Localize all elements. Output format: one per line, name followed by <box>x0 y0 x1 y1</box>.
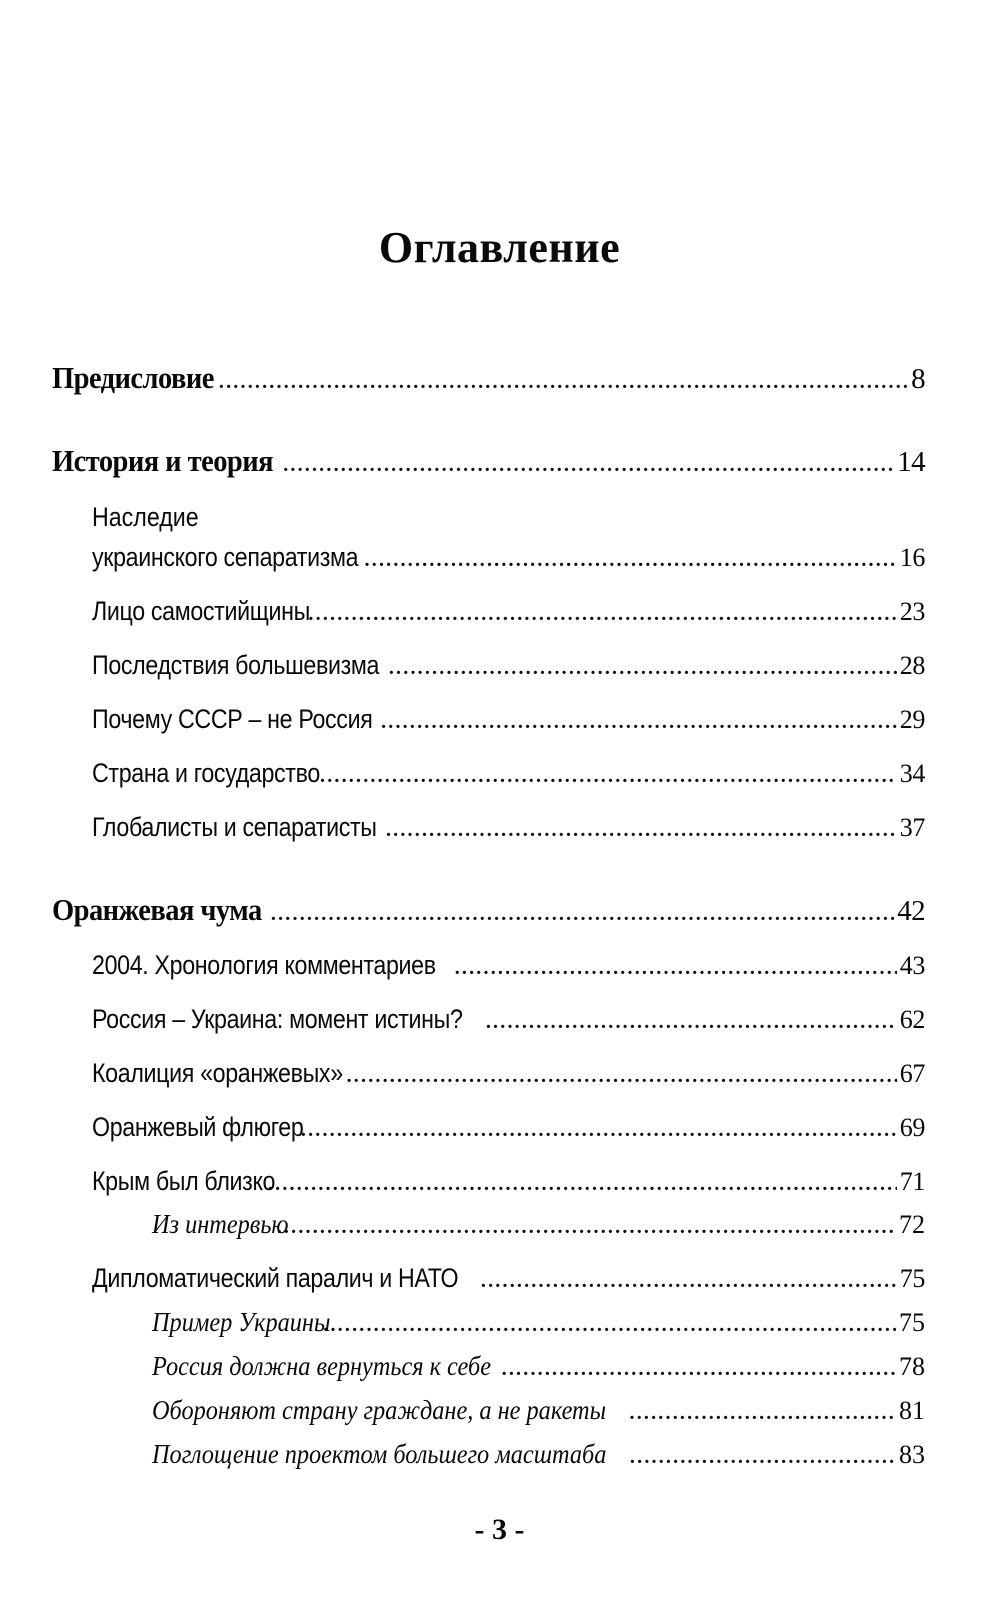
toc-page-number: 75 <box>899 1308 925 1337</box>
toc-page-number: 72 <box>899 1210 925 1239</box>
toc-page-number: 14 <box>897 446 925 478</box>
leader-dots <box>277 1216 896 1239</box>
toc-entry-history[interactable] <box>52 443 925 479</box>
toc-entry-label: Лицо самостийщины <box>92 596 310 626</box>
toc-entry-label: Почему СССР – не Россия <box>92 704 373 734</box>
toc-entry[interactable] <box>92 1263 925 1294</box>
leader-dots <box>486 1011 897 1034</box>
toc-page-number: 16 <box>899 543 925 572</box>
toc-page-number: 81 <box>899 1396 925 1425</box>
toc-subentry[interactable] <box>152 1307 925 1338</box>
toc-entry[interactable] <box>92 950 925 981</box>
toc-page-number: 23 <box>899 597 925 626</box>
toc-entry-label: Пример Украины <box>152 1307 331 1337</box>
toc-page-number: 29 <box>899 705 925 734</box>
toc-page-number: 69 <box>899 1113 925 1142</box>
toc-entry-preface[interactable] <box>52 360 925 396</box>
toc-entry-label: Оранжевая чума <box>52 892 262 927</box>
toc-entry[interactable] <box>92 812 925 843</box>
toc-entry[interactable] <box>92 1112 925 1143</box>
leader-dots <box>268 1173 897 1196</box>
toc-page-number: 42 <box>897 895 925 927</box>
toc-entry-label: Страна и государство <box>92 758 320 788</box>
toc-entry-label: Обороняют страну граждане, а не ракеты <box>152 1395 607 1425</box>
toc-entry-label: Коалиция «оранжевых» <box>92 1058 343 1088</box>
leader-dots <box>630 1446 896 1469</box>
toc-entry-label: Предисловие <box>52 360 214 395</box>
page-number: - 3 - <box>474 1513 525 1546</box>
toc-subentry[interactable] <box>152 1209 925 1240</box>
toc-entry-orange[interactable] <box>52 892 925 928</box>
leader-dots <box>347 1065 897 1088</box>
toc-page-number: 83 <box>899 1440 925 1469</box>
leader-dots <box>386 819 897 842</box>
leader-dots <box>271 903 894 926</box>
toc-page-number: 37 <box>899 813 925 842</box>
toc-entry-label: Россия должна вернуться к себе <box>152 1351 491 1381</box>
leader-dots <box>389 657 897 680</box>
leader-dots <box>381 711 897 734</box>
toc-entry-label-line1: Наследие <box>92 502 199 532</box>
toc-page-number: 28 <box>899 651 925 680</box>
page-title: Оглавление <box>378 223 621 272</box>
toc-entry-label: Россия – Украина: момент истины? <box>92 1004 463 1034</box>
leader-dots <box>365 549 897 572</box>
toc-entry[interactable] <box>92 758 925 789</box>
toc-entry[interactable] <box>92 596 925 627</box>
leader-dots <box>283 454 894 477</box>
leader-dots <box>455 957 897 980</box>
toc-page-number: 62 <box>899 1005 925 1034</box>
toc-entry-label: Последствия большевизма <box>92 650 380 680</box>
toc-entry-label: украинского сепаратизма <box>92 542 359 572</box>
toc-page-number: 34 <box>899 759 925 788</box>
toc-entry-label: Глобалисты и сепаратисты <box>92 812 377 842</box>
toc-entry-label: История и теория <box>52 443 273 478</box>
toc-entry-label: Из интервью <box>152 1209 289 1239</box>
toc-subentry[interactable] <box>152 1439 925 1470</box>
toc-entry[interactable] <box>92 650 925 681</box>
toc-page-number: 78 <box>899 1352 925 1381</box>
toc-entry-label: Поглощение проектом большего масштаба <box>152 1439 607 1469</box>
toc-page-number: 75 <box>899 1264 925 1293</box>
toc-entry-label: Крым был близко <box>92 1166 276 1196</box>
leader-dots <box>301 1119 897 1142</box>
leader-dots <box>308 603 896 626</box>
toc-entry-label: Оранжевый флюгер <box>92 1112 304 1142</box>
leader-dots <box>481 1270 897 1293</box>
toc-entry[interactable] <box>92 1166 925 1197</box>
leader-dots <box>320 765 897 788</box>
toc-subentry[interactable] <box>152 1395 925 1426</box>
leader-dots <box>630 1402 897 1425</box>
leader-dots <box>219 371 908 394</box>
leader-dots <box>502 1358 896 1381</box>
toc-page-number: 71 <box>899 1167 925 1196</box>
leader-dots <box>323 1314 896 1337</box>
toc-page-number: 67 <box>899 1059 925 1088</box>
toc-entry[interactable] <box>92 704 925 735</box>
toc-entry[interactable] <box>92 1004 925 1035</box>
toc-page-number: 8 <box>911 363 925 395</box>
toc-subentry[interactable] <box>152 1351 925 1382</box>
toc-entry-label: 2004. Хронология комментариев <box>92 950 436 980</box>
toc-entry[interactable] <box>92 542 925 573</box>
toc-entry[interactable] <box>92 1058 925 1089</box>
toc-entry-label: Дипломатический паралич и НАТО <box>92 1263 459 1293</box>
toc-page-number: 43 <box>899 951 925 980</box>
